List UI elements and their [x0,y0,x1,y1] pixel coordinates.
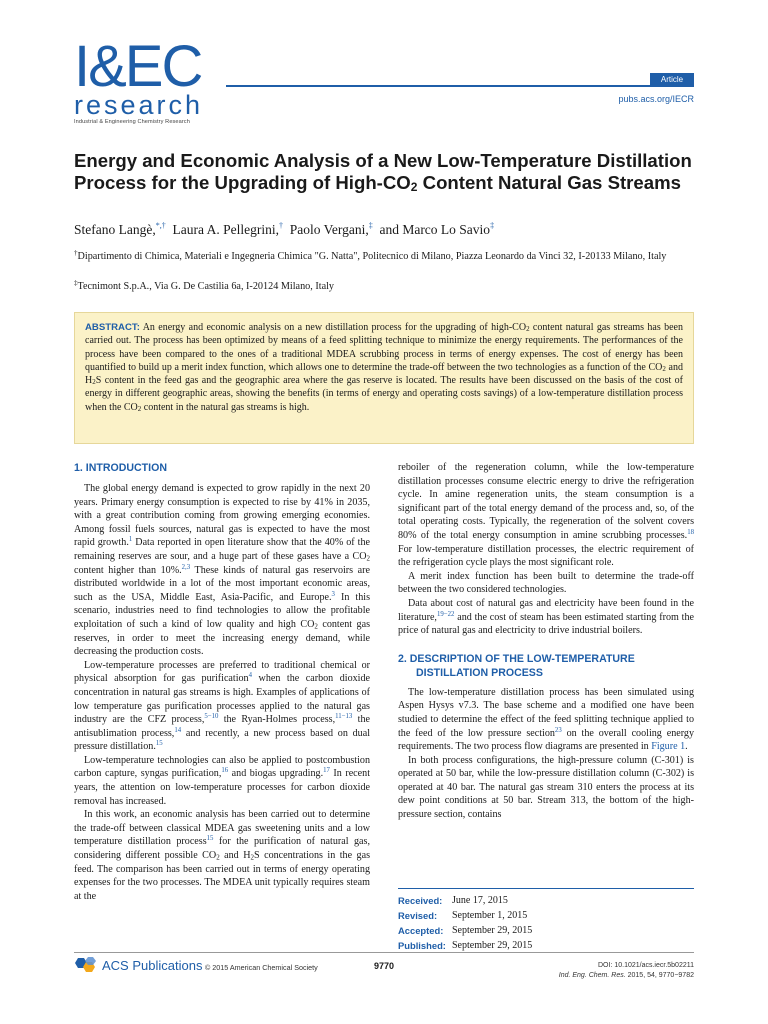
paragraph: A merit index function has been built to determine the trade-off between the two considered technologies. [398,570,694,596]
acs-publications-logo[interactable]: ACS Publications [74,957,202,973]
logo-main: I&EC [74,34,202,99]
paragraph: The low-temperature distillation process has been simulated using Aspen Hysys v7.3. The base scheme and a modified one have been studied to determine the effect of the feed splitting technique applied to the feed of the low pressure section$^{23}$ on the overall cooling energy requirements. The two process flow diagrams are presented in Figure 1. [398,686,694,753]
dates-rule [398,888,694,889]
paragraph: reboiler of the regeneration column, while the low-temperature distillation processes consume electric energy to drive the refrigeration cycle. In amine regeneration units, the steam consumption is a significant part of the total energy demand of the process and, so, of the total operating costs. Typically, the regeneration of the solvent covers 80% of the total energy consumption in amine scrubbing processes.$^{18}$ For low-temperature distillation processes, the electric requirement of the refrigeration cycle plays the most significant role. [398,462,694,569]
citation: Ind. Eng. Chem. Res. 2015, 54, 9770−9782 [558,971,694,979]
logo-tagline: Industrial & Engineering Chemistry Research [74,119,190,125]
reference-link[interactable]: 1 [128,536,133,544]
author[interactable]: Stefano Langè, [74,222,156,237]
affiliation: †Dipartimento di Chimica, Materiali e Ingegneria Chimica "G. Natta", Politecnico di Milano, Piazza Leonardo da Vinci 32, I-20133 Milano, Italy [74,249,667,262]
paragraph: The global energy demand is expected to grow rapidly in the next 20 years. Primary energy consumption is expected to rise by 41% in 2035, with a great contribution coming from growing emerging economies. Among fossil fuels sources, natural gas is expected to have the most rapid growth.$^1$ Data reported in open literature show that the 40% of the remaining reserves are sour, and a huge part of these gases have a $CO_2$ content higher than 10%.$^{2,3}$ These kinds of natural gas reservoirs are distributed worldwide in a lot of the most important economic areas, such as the USA, Middle East, Asia-Pacific, and Europe.$^3$ In this scenario, industries need to find technologies to allow the profitable exploitation of such a kind of low quality and high $CO_2$ content gas reserves, in order to meet the increasing energy demand, while decreasing the production costs. [74,483,370,658]
paragraph: Data about cost of natural gas and electricity have been found in the literature,$^{19-22}$ and the cost of steam has been estimated starting from the price of natural gas and electricity to drive industrial boilers. [398,597,694,637]
paragraph: In this work, an economic analysis has been carried out to determine the trade-off between classical MDEA gas sweetening units and a low temperature distillation process$^{15}$ for the purification of natural gas, considering different possible $CO_2$ and $H_2S$ concentrations in the gas feed. The comparison has been carried out in terms of energy operating expenses for the two processes. The MDEA unit typically requires steam at the [74,809,370,902]
affiliation: ‡Tecnimont S.p.A., Via G. De Castilia 6a, I-20124 Milano, Italy [74,279,335,292]
abstract-label: ABSTRACT: [85,322,140,333]
date-accepted: Accepted: September 29, 2015 [398,925,533,936]
reference-link[interactable]: 5−10 [204,713,219,721]
article-title: Energy and Economic Analysis of a New Low-Temperature Distillation Process for the Upgrading of High-$CO_2$ Content Natural Gas Streams [74,150,692,194]
article-badge: Article [650,73,694,86]
doi-citation [520,961,694,980]
reference-link[interactable]: 14 [174,726,182,734]
date-received: Received: June 17, 2015 [398,895,508,906]
footer-rule [74,952,694,953]
acs-hexagon-icon [74,957,98,973]
date-published: Published: September 29, 2015 [398,940,533,951]
header-rule [226,85,694,87]
author[interactable]: Paolo Vergani, [289,222,369,237]
reference-link[interactable]: 15 [206,835,214,843]
doi[interactable]: DOI: 10.1021/acs.iecr.5b02211 [598,962,694,969]
reference-link[interactable]: 23 [554,726,562,734]
paragraph: Low-temperature processes are preferred to traditional chemical or physical absorption for gas purification$^4$ when the carbon dioxide concentration in natural gas streams is high. Examples of applications of low temperature gas purification processes applied to the natural gas industry are the CFZ process,$^{5-10}$ the Ryan-Holmes process,$^{11-13}$ the antisublimation process,$^{14}$ and recently, a new process based on dual pressure distillation.$^{15}$ [74,659,371,753]
date-revised: Revised: September 1, 2015 [398,910,528,921]
author-marks: † [278,221,283,230]
reference-link[interactable]: 18 [687,528,694,536]
copyright: © 2015 American Chemical Society [205,963,318,972]
author-marks: ‡ [368,221,373,230]
reference-link[interactable]: 4 [248,672,253,680]
left-column [74,482,370,903]
reference-link[interactable]: 3 [331,590,335,598]
reference-link[interactable]: 19−22 [436,610,455,618]
journal-logo [74,34,224,125]
reference-link[interactable]: 15 [155,740,163,748]
figure-link[interactable]: Figure 1 [651,741,686,753]
publication-dates [398,893,694,953]
reference-link[interactable]: 17 [323,767,330,775]
page-number: 9770 [374,961,395,971]
paragraph: In both process configurations, the high-pressure column (C-301) is operated at 50 bar, while the low-pressure distillation column (C-302) is operated at 40 bar. The natural gas stream 310 enters the process at its dew point conditions at 50 bar. Stream 313, the bottom of the high-pressure section, contains [398,754,694,821]
author[interactable]: Laura A. Pellegrini, [172,222,279,237]
author-marks: ‡ [490,221,495,230]
journal-url[interactable]: pubs.acs.org/IECR [618,94,694,104]
author-marks: *,† [155,221,166,230]
reference-link[interactable]: 16 [221,767,229,775]
logo-sub: research [74,90,204,120]
author[interactable]: and Marco Lo Savio [379,222,491,237]
abstract-box [74,312,694,444]
paragraph: Low-temperature technologies can also be applied to postcombustion carbon capture, syngas purification,$^{16}$ and biogas upgrading.$^{17}$ In recent years, the attention on low-temperature processes for carbon dioxide removal has increased. [74,754,370,807]
section-heading-introduction: 1. INTRODUCTION [74,462,167,474]
author-list [74,221,704,239]
section-heading-description: 2. DESCRIPTION OF THE LOW-TEMPERATURE DISTILLATION PROCESS [398,652,635,679]
right-column [398,461,694,822]
reference-link[interactable]: 2,3 [181,563,191,571]
reference-link[interactable]: 11−13 [335,713,353,721]
abstract-text: ABSTRACT: An energy and economic analysis on a new distillation process for the upgrading of high-$CO_2$ content natural gas streams has been carried out. The process has been optimized by means of a feed splitting technique to minimize the energy requirements. The performances of the process have been compared to the ones of a traditional MDEA scrubbing process in terms of energy expenses. The cost of energy has been quantified to build up a merit index function, which allows one to determine the trade-off between the two technologies as a function of the $CO_2$ and $H_2S$ content in the feed gas and the geographic area where the gas reserve is located. The results have been discussed on the basis of the cost of energy in different geographic areas, showing the benefits (in terms of energy and operating costs savings) of a low-temperature distillation process when the $CO_2$ content in the natural gas streams is high. [85,322,683,413]
